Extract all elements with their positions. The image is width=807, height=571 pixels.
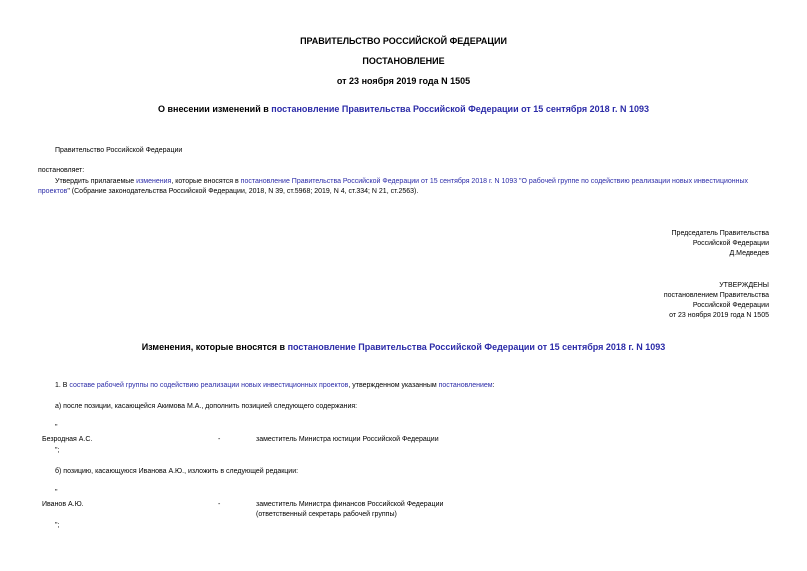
decree-link[interactable]: постановлением: [438, 382, 493, 389]
decision-text-a: Утвердить прилагаемые: [55, 178, 137, 185]
signature-name: Д.Медведев: [729, 250, 769, 257]
decree-1093-link[interactable]: постановление Правительства Российской Федерации от 15 сентября 2018 г. N 1093 "О рабочей группе по содействию реализации новых инвестиционных: [240, 178, 749, 185]
document-date-number: от 23 ноября 2019 года N 1505: [336, 76, 471, 86]
approval-line1: УТВЕРЖДЕНЫ: [719, 282, 769, 289]
item-1: [55, 381, 495, 391]
changes-title-prefix: Изменения, которые вносятся в: [141, 342, 288, 352]
government-heading: ПРАВИТЕЛЬСТВО РОССИЙСКОЙ ФЕДЕРАЦИИ: [300, 36, 507, 46]
changes-title: [0, 342, 807, 352]
row2-dash: -: [218, 501, 221, 508]
quote-close-2: ";: [55, 522, 60, 529]
row2-name: Иванов А.Ю.: [42, 501, 84, 508]
item-1-text-c: :: [492, 382, 495, 389]
row1-name: Безродная А.С.: [42, 436, 93, 443]
subitem-b: б) позицию, касающуюся Иванова А.Ю., изложить в следующей редакции:: [55, 468, 299, 475]
decision-paragraph-line2: [38, 187, 418, 197]
item-1-text-a: 1. В: [55, 382, 70, 389]
decides-text: постановляет:: [38, 167, 85, 174]
changes-title-link[interactable]: постановление Правительства Российской Федерации от 15 сентября 2018 г. N 1093: [287, 342, 666, 352]
working-group-composition-link[interactable]: составе рабочей группы по содействию реализации новых инвестиционных проектов: [69, 382, 349, 389]
decision-paragraph-line1: [55, 177, 748, 187]
issuer-text: Правительство Российской Федерации: [55, 147, 183, 154]
signature-line1: Председатель Правительства: [671, 230, 769, 237]
row2-role-line2: (ответственный секретарь рабочей группы): [256, 511, 397, 518]
document-type: ПОСТАНОВЛЕНИЕ: [362, 56, 445, 66]
row1-role: заместитель Министра юстиции Российской Федерации: [256, 436, 439, 443]
quote-close-1: ";: [55, 447, 60, 454]
changes-link[interactable]: изменения: [136, 178, 172, 185]
approval-line3: Российской Федерации: [692, 302, 769, 309]
item-1-text-b: , утвержденном указанным: [348, 382, 439, 389]
row1-dash: -: [218, 436, 221, 443]
decision-text-c: " (Собрание законодательства Российской Федерации, 2018, N 39, ст.5968; 2019, N 4, ст.334; N 21, ст.2563).: [67, 188, 419, 195]
decision-text-b: , которые вносятся в: [171, 178, 241, 185]
quote-open-1: ": [55, 424, 58, 431]
quote-open-2: ": [55, 489, 58, 496]
decree-1093-link-cont[interactable]: проектов: [38, 188, 68, 195]
row2-role-line1: заместитель Министра финансов Российской Федерации: [256, 501, 444, 508]
document-title-prefix: О внесении изменений в: [157, 104, 272, 114]
subitem-a: а) после позиции, касающейся Акимова М.А., дополнить позицией следующего содержания:: [55, 403, 358, 410]
approval-line4: от 23 ноября 2019 года N 1505: [669, 312, 769, 319]
document-title-link[interactable]: постановление Правительства Российской Федерации от 15 сентября 2018 г. N 1093: [271, 104, 650, 114]
signature-line2: Российской Федерации: [692, 240, 769, 247]
approval-line2: постановлением Правительства: [663, 292, 769, 299]
document-title: [0, 104, 807, 114]
